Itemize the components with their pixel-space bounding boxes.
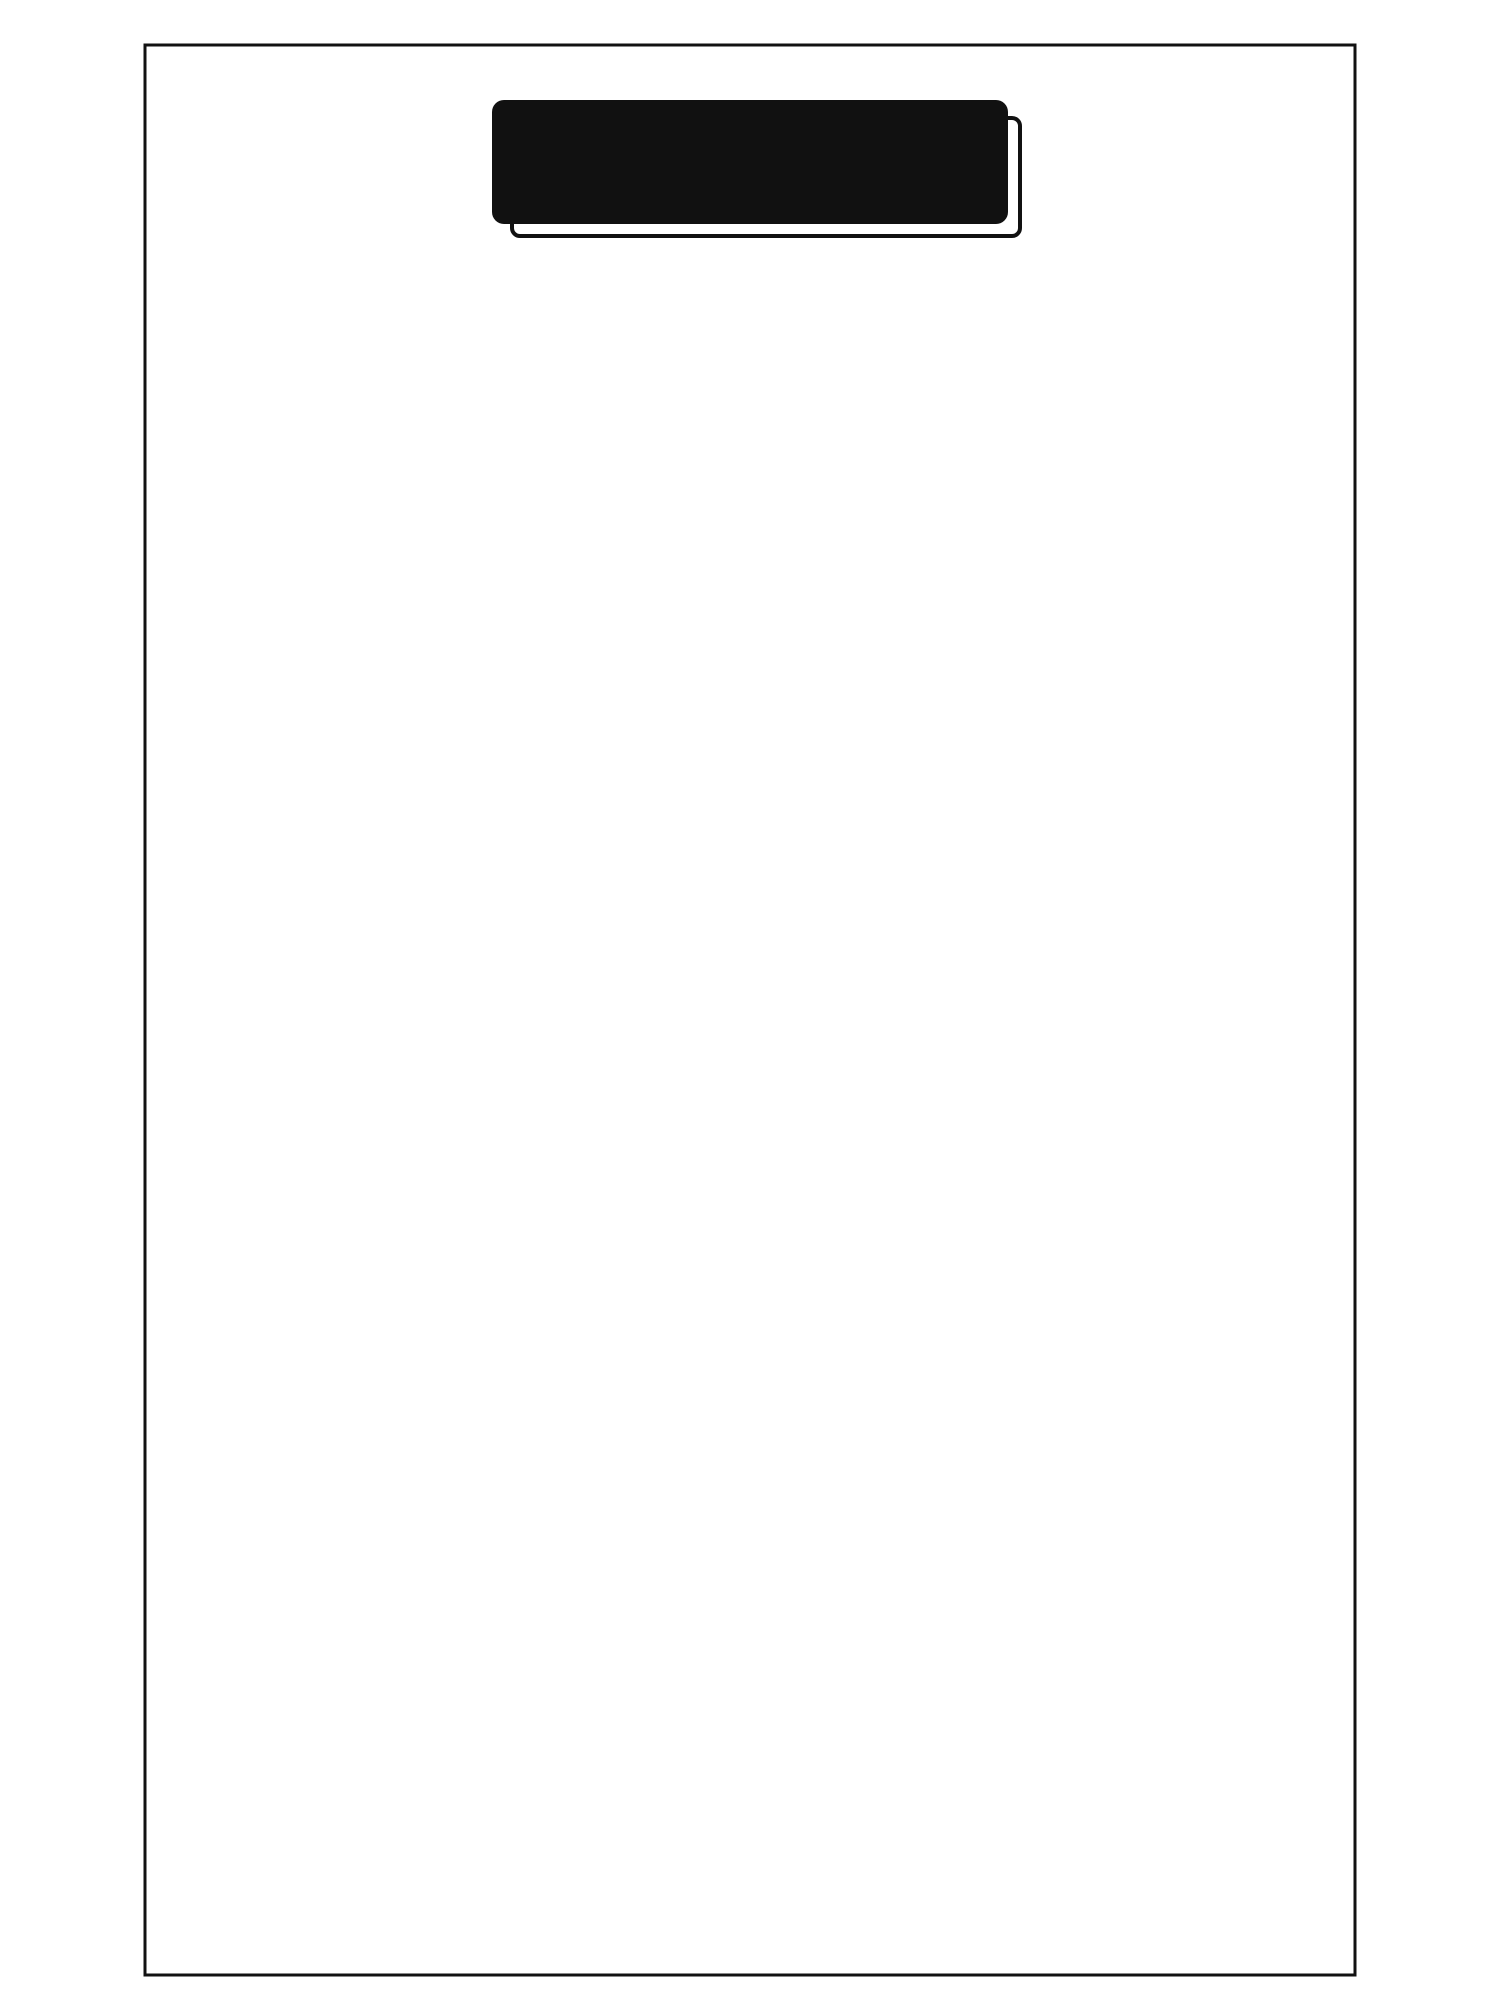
- index-title-box: [492, 100, 1022, 238]
- border-frame: [145, 45, 1355, 1975]
- title-banner: [492, 100, 1008, 224]
